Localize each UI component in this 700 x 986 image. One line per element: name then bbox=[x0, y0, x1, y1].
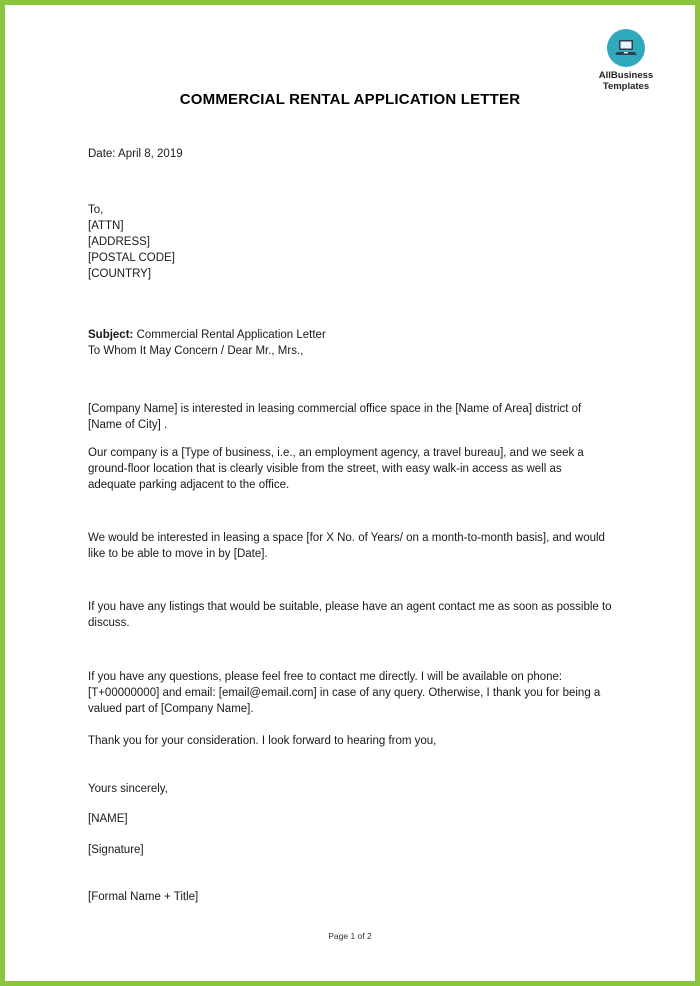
paragraph-thanks: Thank you for your consideration. I look forward to hearing from you, bbox=[88, 735, 437, 747]
subject-line bbox=[88, 327, 612, 343]
closing-line: Yours sincerely, bbox=[88, 783, 168, 795]
recipient-line-address: [ADDRESS] bbox=[88, 236, 150, 248]
subject-block bbox=[88, 327, 612, 359]
signature-placeholder: [Signature] bbox=[88, 844, 144, 856]
paragraph-lease-terms: We would be interested in leasing a space [for X No. of Years/ on a month-to-month basis], and would like to be able to move in by [Date]. bbox=[88, 532, 605, 560]
date-line: Date: April 8, 2019 bbox=[88, 148, 183, 160]
paragraph-listings-request: If you have any listings that would be suitable, please have an agent contact me as soon as possible to discuss. bbox=[88, 601, 612, 629]
paragraph-interest: [Company Name] is interested in leasing commercial office space in the [Name of Area] district of [Name of City] . bbox=[88, 403, 582, 431]
letter-title: COMMERCIAL RENTAL APPLICATION LETTER bbox=[179, 91, 521, 108]
paragraph-company-description: Our company is a [Type of business, i.e., an employment agency, a travel bureau], and we seek a ground-floor location that is clearly visible from the street, with easy walk-in access as well as adequate parking adjacent to the office. bbox=[88, 447, 584, 491]
subject-text: Commercial Rental Application Letter bbox=[136, 329, 326, 341]
recipient-block bbox=[88, 202, 612, 282]
letter-body bbox=[5, 92, 695, 905]
salutation: To Whom It May Concern / Dear Mr., Mrs., bbox=[88, 345, 304, 357]
recipient-line-to: To, bbox=[88, 204, 104, 216]
allbusiness-templates-logo bbox=[583, 29, 669, 92]
signature-formal-name-title-placeholder: [Formal Name + Title] bbox=[88, 891, 199, 903]
logo-circle bbox=[607, 29, 645, 67]
paragraph-contact-info: If you have any questions, please feel free to contact me directly. I will be available on phone: [T+00000000] and email: [email@email.com] in case of any query. Otherwise, I thank you for being a valued part of [Company Name]. bbox=[88, 671, 601, 715]
logo-text-line2: Templates bbox=[602, 81, 650, 92]
recipient-line-attn: [ATTN] bbox=[88, 220, 124, 232]
recipient-line-postal-code: [POSTAL CODE] bbox=[88, 252, 175, 264]
page-number-indicator: Page 1 of 2 bbox=[328, 931, 372, 941]
subject-label: Subject: bbox=[88, 329, 134, 341]
laptop-icon bbox=[615, 39, 637, 57]
signature-name-placeholder: [NAME] bbox=[88, 813, 128, 825]
logo-text-line1: AllBusiness bbox=[598, 70, 654, 81]
recipient-line-country: [COUNTRY] bbox=[88, 268, 152, 280]
